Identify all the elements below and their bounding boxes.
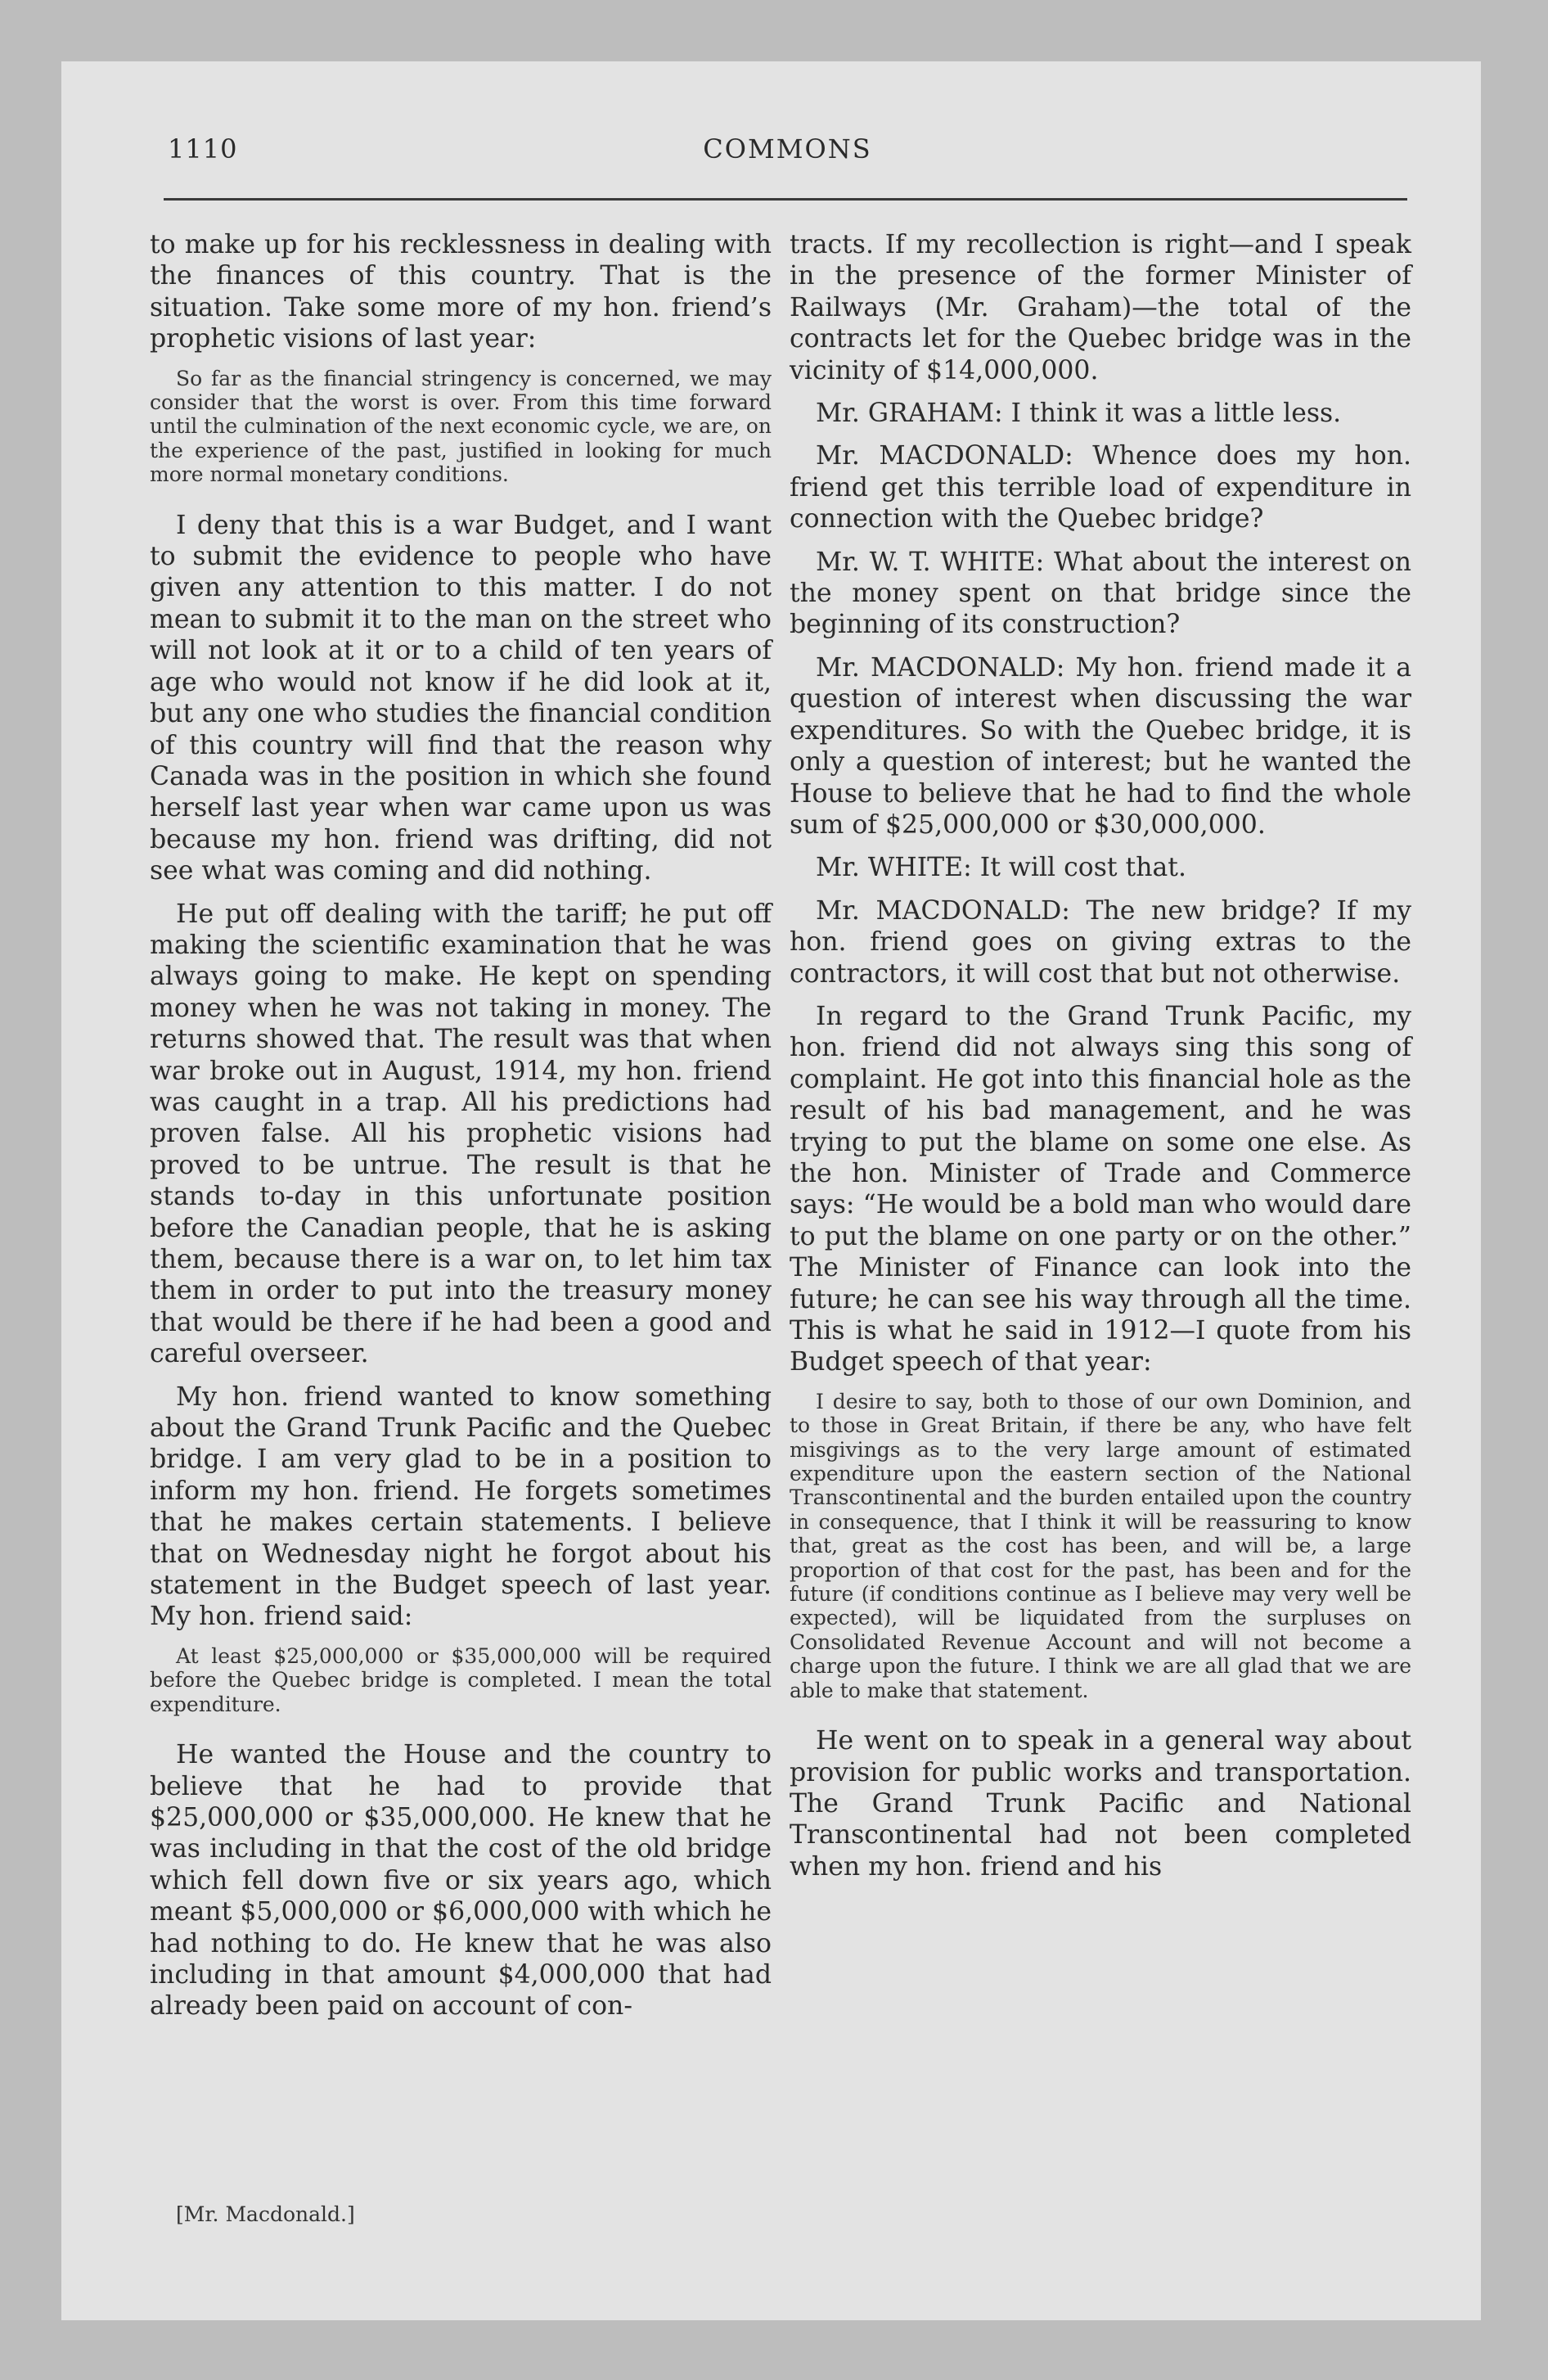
page-number: 1110 (168, 133, 238, 165)
paragraph: Mr. WHITE: It will cost that. (816, 853, 1186, 883)
block-quote: I desire to say, both to those of our own Dominion, and to those in Great Britain, if there be any, who have felt misgivings as to the very large amount of estimated expenditure upon the eastern section of the National Transcontinental and the burden entailed upon the country in consequence, that I think it will be reassuring to know that, great as the cost has been, and will be, a large proportion of that cost for the past, has been and for the future (if conditions continue as I believe may very well be expected), will be liquidated from the surpluses on Consolidated Revenue Account and will not become a charge upon the future. I think we are all glad that we are able to make that statement. (790, 1389, 1411, 1702)
paragraph: He went on to speak in a general way about provision for public works and transportation. The Grand Trunk Pacific and National Transcontinental had not been completed when my hon. friend and his (790, 1726, 1411, 1882)
paragraph: to make up for his recklessness in dealing with the finances of this country. That is the situation. Take some more of my hon. friend’s prophetic visions of last year: (150, 230, 772, 354)
paragraph: Mr. GRAHAM: I think it was a little less. (816, 399, 1342, 429)
paragraph: My hon. friend wanted to know something about the Grand Trunk Pacific and the Quebec bridge. I am very glad to be in a position to inform my hon. friend. He forgets sometimes that he makes certain statements. I believe that on Wednesday night he forgot about his statement in the Budget speech of last year. My hon. friend said: (150, 1382, 772, 1632)
paragraph: Mr. MACDONALD: The new bridge? If my hon. friend goes on giving extras to the contractors, it will cost that but not otherwise. (790, 895, 1411, 989)
speaker-footnote: [Mr. Macdonald.] (176, 2202, 355, 2226)
page-header (168, 133, 1407, 174)
paragraph: tracts. If my recollection is right—and I speak in the presence of the former Minister of Railways (Mr. Graham)—the total of the contracts let for the Quebec bridge was in the vicinity of $14,000,000. (790, 230, 1411, 385)
paragraph: He put off dealing with the tariff; he put off making the scientific examination that he was always going to make. He kept on spending money when he was not taking in money. The returns showed that. The result was that when war broke out in August, 1914, my hon. friend was caught in a trap. All his predictions had proven false. All his prophetic visions had proved to be untrue. The result is that he stands to-day in this unfortunate position before the Canadian people, that he is asking them, because there is a war on, to let him tax them in order to put into the treasury money that would be there if he had been a good and careful overseer. (150, 899, 772, 1369)
right-column (790, 229, 1411, 1894)
paragraph: Mr. MACDONALD: My hon. friend made it a question of interest when discussing the war expenditures. So with the Quebec bridge, it is only a question of interest; but he wanted the House to believe that he had to find the whole sum of $25,000,000 or $30,000,000. (790, 652, 1411, 840)
block-quote: At least $25,000,000 or $35,000,000 will be required before the Quebec bridge is completed. I mean the total expenditure. (150, 1643, 772, 1716)
block-quote: So far as the financial stringency is concerned, we may consider that the worst is over. From this time forward until the culmination of the next economic cycle, we are, on the experience of the past, justified in looking for much more normal monetary conditions. (150, 366, 772, 487)
paragraph: He wanted the House and the country to believe that he had to provide that $25,000,000 or $35,000,000. He knew that he was including in that the cost of the old bridge which fell down five or six years ago, which meant $5,000,000 or $6,000,000 with which he had nothing to do. He knew that he was also including in that amount $4,000,000 that had already been paid on account of con- (150, 1740, 772, 2022)
page (61, 61, 1481, 2320)
left-column (150, 229, 772, 2034)
paragraph: In regard to the Grand Trunk Pacific, my hon. friend did not always sing this song of complaint. He got into this financial hole as the result of his bad management, and he was trying to put the blame on some one else. As the hon. Minister of Trade and Commerce says: “He would be a bold man who would dare to put the blame on one party or on the other.” The Minister of Finance can look into the future; he can see his way through all the time. This is what he said in 1912—I quote from his Budget speech of that year: (790, 1001, 1411, 1377)
running-head: COMMONS (703, 133, 872, 165)
paragraph: Mr. W. T. WHITE: What about the interest on the money spent on that bridge since the beginning of its construction? (790, 547, 1411, 640)
header-rule (164, 198, 1407, 201)
paragraph: Mr. MACDONALD: Whence does my hon. friend get this terrible load of expenditure in connection with the Quebec bridge? (790, 441, 1411, 534)
paragraph: I deny that this is a war Budget, and I want to submit the evidence to people who have given any attention to this matter. I do not mean to submit it to the man on the street who will not look at it or to a child of ten years of age who would not know if he did look at it, but any one who studies the financial condition of this country will find that the reason why Canada was in the position in which she found herself last year when war came upon us was because my hon. friend was drifting, did not see what was coming and did nothing. (150, 510, 772, 886)
